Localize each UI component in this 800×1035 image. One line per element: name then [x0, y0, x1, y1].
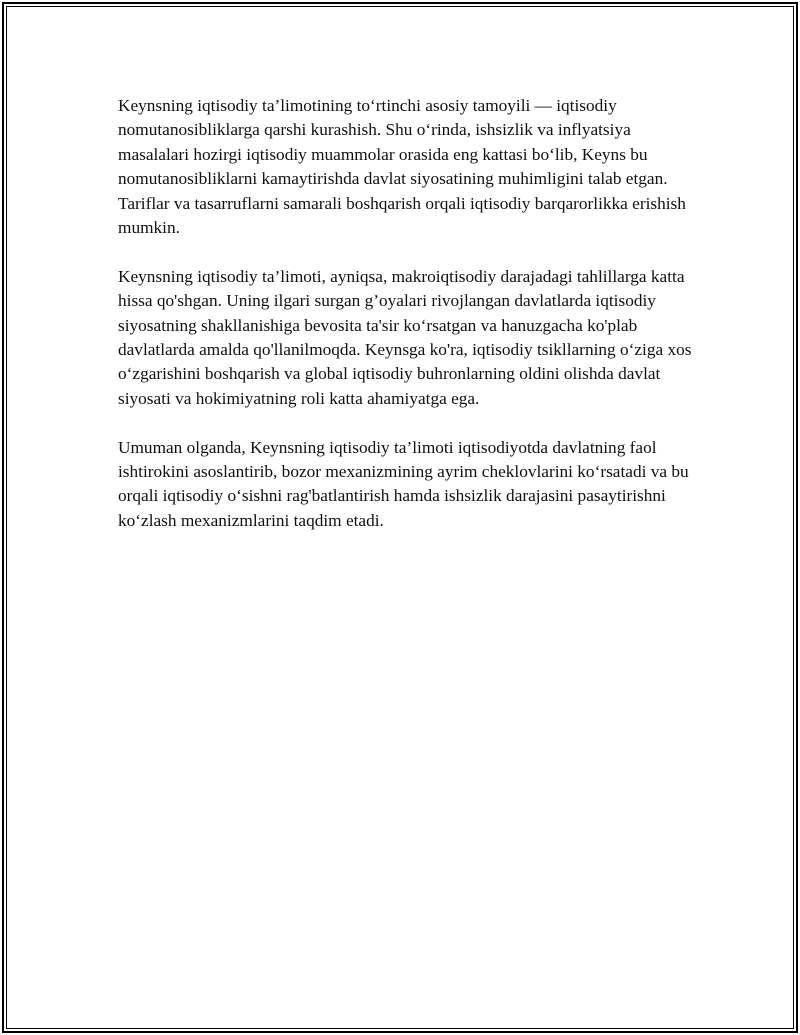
paragraph-3: Umuman olganda, Keynsning iqtisodiy ta’limoti iqtisodiyotda davlatning faol ishtirokini asoslantirib, bozor mexanizmining ayrim cheklovlarini ko‘rsatadi va bu orqali iqtisodiy o‘sishni rag'batlantirish hamda ishsizlik darajasini pasaytirishni ko‘zlash mexanizmlarini taqdim etadi.: [118, 437, 689, 530]
paragraph-2: Keynsning iqtisodiy ta’limoti, ayniqsa, makroiqtisodiy darajadagi tahlillarga katta hissa qo'shgan. Uning ilgari surgan g’oyalari rivojlangan davlatlarda iqtisodiy siyosatning shakllanishiga bevosita ta'sir ko‘rsatgan va hanuzgacha ko'plab davlatlarda amalda qo'llanilmoqda. Keynsga ko'ra, iqtisodiy tsikllarning o‘ziga xos o‘zgarishini boshqarish va global iqtisodiy buhronlarning oldini olishda davlat siyosati va hokimiyatning roli katta ahamiyatga ega.: [118, 266, 692, 408]
document-body: [118, 94, 693, 558]
paragraph-1: Keynsning iqtisodiy ta’limotining to‘rtinchi asosiy tamoyili — iqtisodiy nomutanosibliklarga qarshi kurashish. Shu o‘rinda, ishsizlik va inflyatsiya masalalari hozirgi iqtisodiy muammolar orasida eng kattasi bo‘lib, Keyns bu nomutanosibliklarni kamaytirishda davlat siyosatining muhimligini talab etgan. Tariflar va tasarruflarni samarali boshqarish orqali iqtisodiy barqarorlikka erishish mumkin.: [118, 96, 686, 238]
